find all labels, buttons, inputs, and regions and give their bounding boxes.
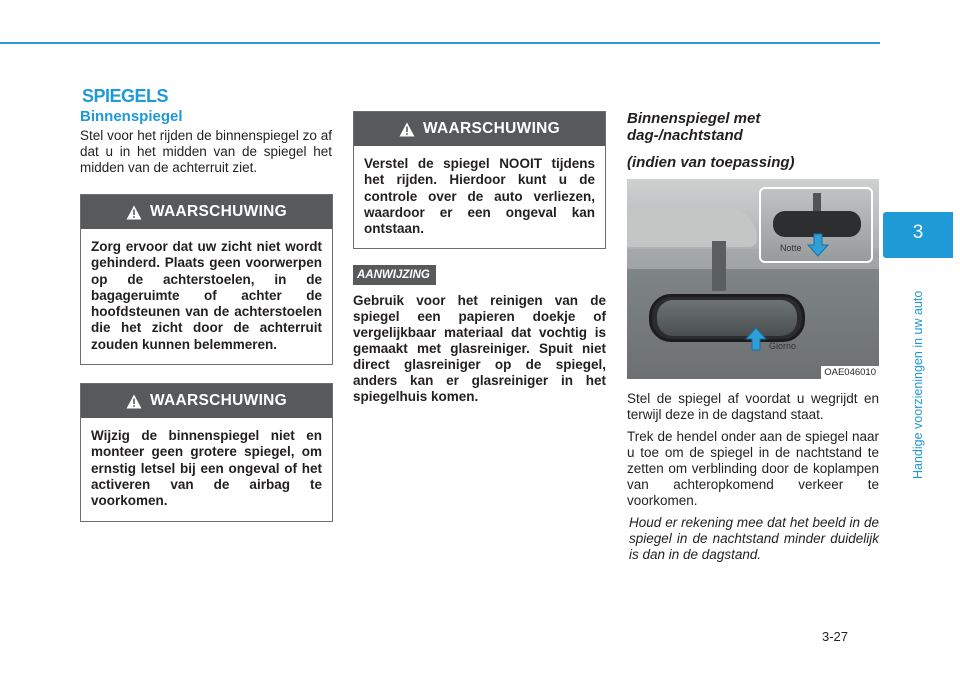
chapter-title: Handige voorzieningen in uw auto bbox=[911, 290, 925, 479]
heading-day-night-mirror: Binnenspiegel met dag-/nachtstand bbox=[627, 110, 761, 144]
page-number: 3-27 bbox=[822, 629, 849, 644]
warning-label: WAARSCHUWING bbox=[149, 203, 288, 220]
figure-mirror-glass bbox=[657, 300, 797, 336]
figure-mirror-mount bbox=[712, 241, 726, 291]
middle-column bbox=[353, 111, 606, 405]
figure-inset-arm bbox=[813, 193, 821, 213]
subheading-if-applicable: (indien van toepassing) bbox=[627, 154, 795, 171]
paragraph-3: Houd er rekening mee dat het beeld in de spiegel in de nachtstand minder duidelijk is dan in de dagstand. bbox=[629, 515, 879, 562]
top-rule bbox=[0, 42, 880, 44]
warning-box-2 bbox=[80, 383, 333, 521]
mirror-figure bbox=[627, 179, 879, 379]
arrow-down-icon bbox=[807, 233, 829, 257]
warning-triangle-icon bbox=[126, 205, 142, 220]
warning-header bbox=[81, 384, 332, 418]
right-column bbox=[627, 110, 879, 569]
warning-header bbox=[81, 195, 332, 229]
warning-box-1 bbox=[80, 194, 333, 365]
section-title: SPIEGELS bbox=[82, 86, 169, 106]
label-night: Notte bbox=[780, 243, 802, 253]
label-day: Giorno bbox=[769, 341, 797, 351]
paragraph-2: Trek de hendel onder aan de spiegel naar u toe om de spiegel in de nachtstand te zetten om verblinding door de koplampen van achteropkomend verkeer te voorkomen. bbox=[627, 429, 879, 508]
warning-triangle-icon bbox=[126, 394, 142, 409]
subhead-binnenspiegel: Binnenspiegel bbox=[80, 108, 183, 125]
warning-text: Verstel de spiegel NOOIT tijdens het rijden. Hierdoor kunt u de controle over de auto verliezen, waardoor er een ongeval kan ontstaan. bbox=[364, 156, 595, 237]
warning-label: WAARSCHUWING bbox=[149, 392, 288, 410]
warning-text: Wijzig de binnenspiegel niet en monteer geen grotere spiegel, om ernstig letsel bij een ongeval of het activeren van de airbag te voorkomen. bbox=[91, 428, 322, 509]
left-column bbox=[80, 108, 332, 522]
chapter-number: 3 bbox=[912, 222, 924, 243]
warning-box-3 bbox=[353, 111, 606, 249]
warning-text: Zorg ervoor dat uw zicht niet wordt gehinderd. Plaats geen voorwerpen op de achterstoelen, in de bagageruimte of achter de hoofdsteunen van de achterstoelen die het zicht door de achterruit zouden kunnen belemmeren. bbox=[91, 239, 322, 352]
figure-sunvisor bbox=[627, 207, 757, 247]
warning-header bbox=[354, 112, 605, 146]
warning-label: WAARSCHUWING bbox=[422, 120, 561, 137]
right-body bbox=[627, 391, 879, 563]
warning-triangle-icon bbox=[399, 122, 415, 137]
note-text: Gebruik voor het reinigen van de spiegel een papieren doekje of vergelijkbaar materiaal dat vochtig is gemaakt met glasreiniger. Spuit niet direct glasreiniger op de spiegel, anders kan er glasreiniger in het spiegelhuis komen. bbox=[353, 293, 606, 405]
paragraph-1: Stel de spiegel af voordat u wegrijdt en terwijl deze in de dagstand staat. bbox=[627, 391, 879, 422]
note-label: AANWIJZING bbox=[353, 265, 436, 285]
arrow-up-icon bbox=[745, 327, 767, 351]
note-block bbox=[353, 265, 606, 405]
intro-paragraph: Stel voor het rijden de binnenspiegel zo af dat u in het midden van de spiegel het midden van de achterruit ziet. bbox=[80, 128, 332, 175]
figure-code: OAE046010 bbox=[821, 366, 879, 379]
